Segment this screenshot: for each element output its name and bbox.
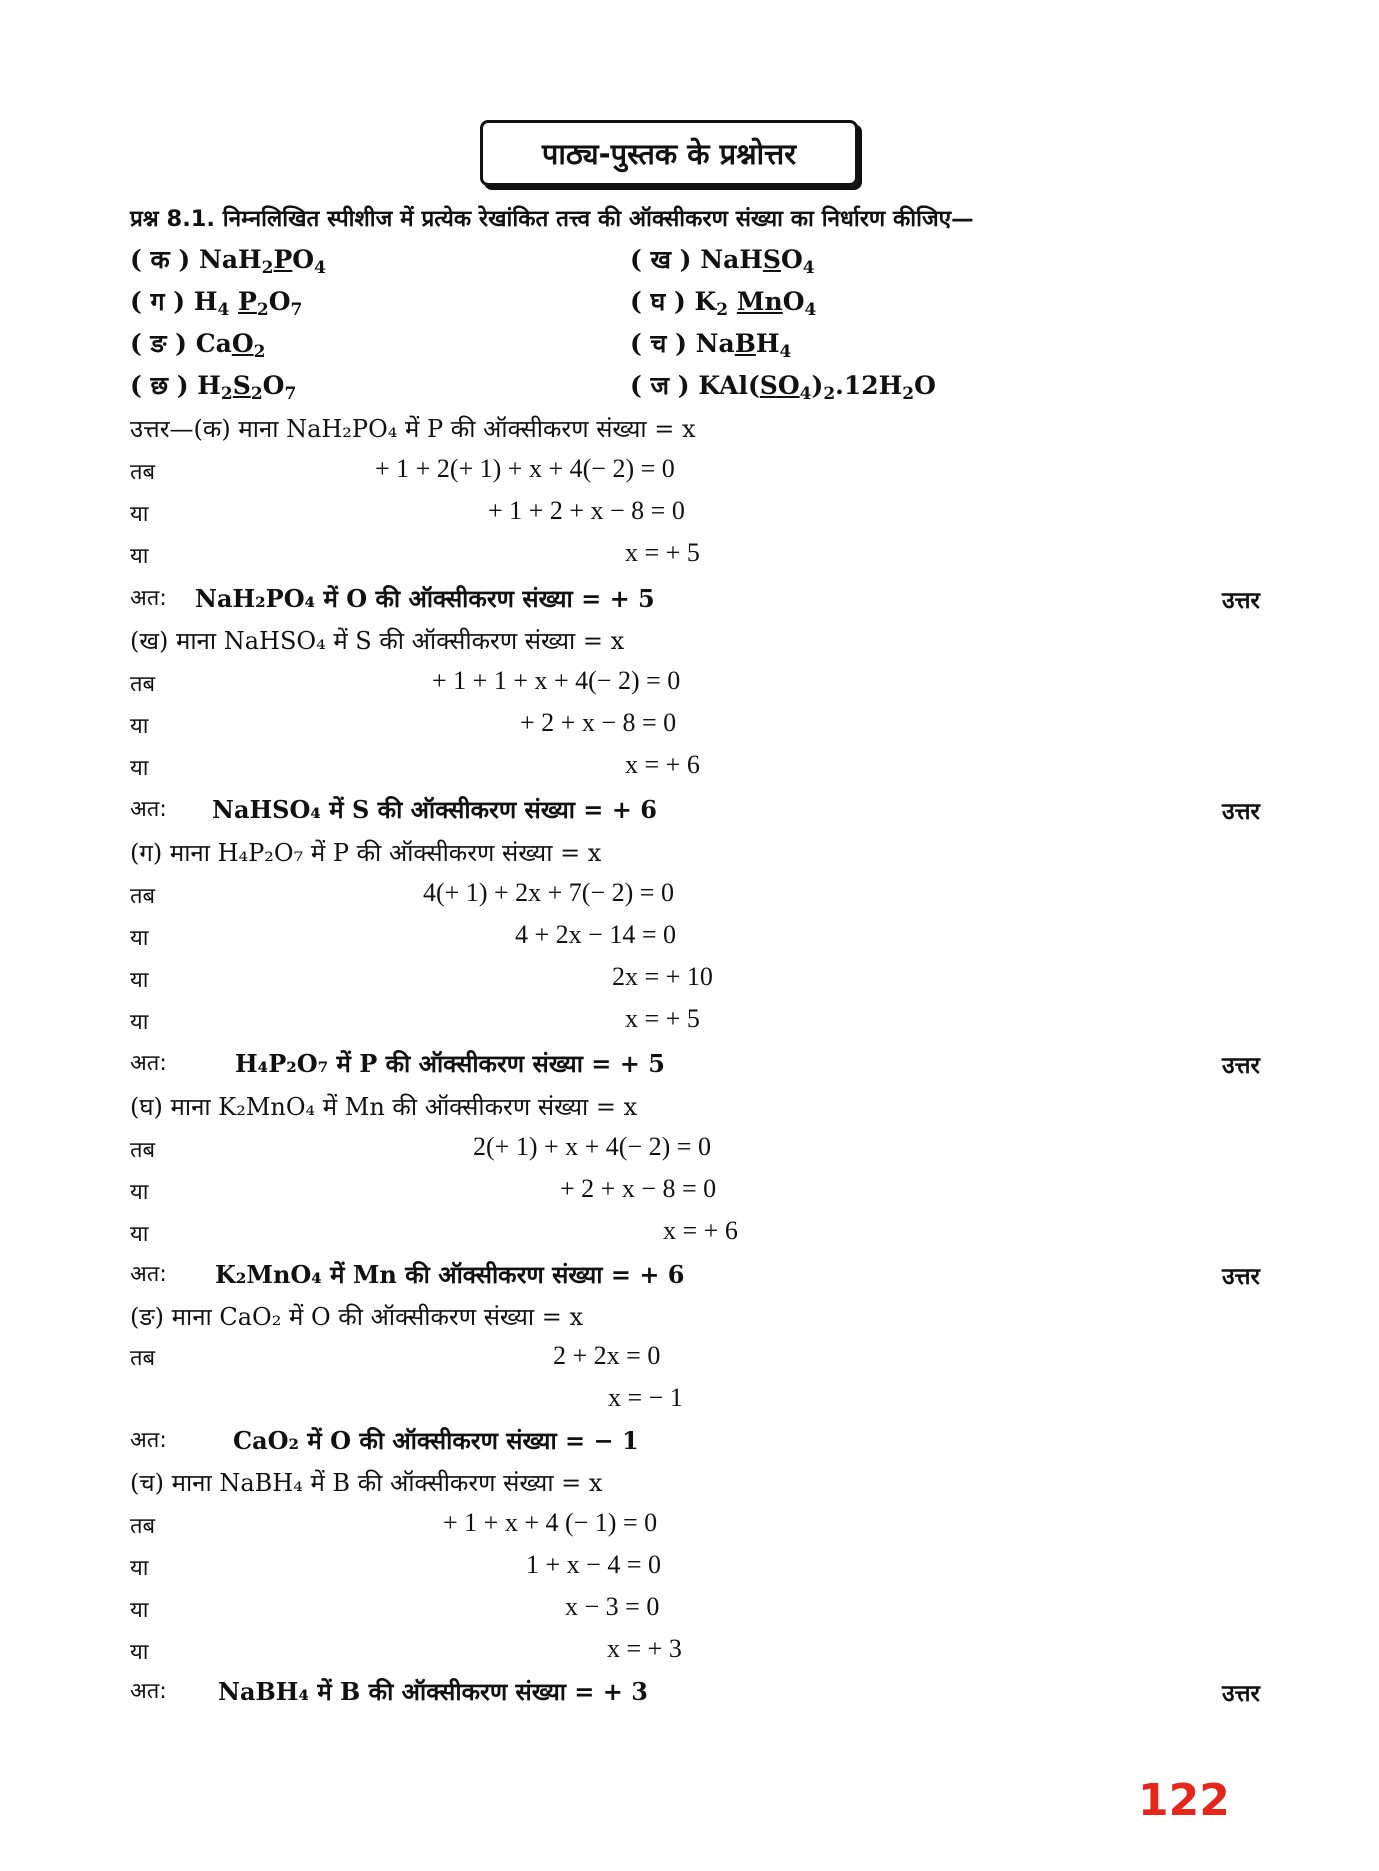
equation: + 1 + 2 + x − 8 = 0: [488, 496, 685, 525]
solution-c-result: H₄P₂O₇ में P की ऑक्सीकरण संख्या = + 5: [235, 1049, 665, 1078]
or-label: या: [130, 1556, 149, 1581]
equation: x − 3 = 0: [565, 1592, 660, 1621]
section-title-box: [480, 120, 858, 186]
or-label: या: [130, 544, 149, 569]
equation: + 1 + 1 + x + 4(− 2) = 0: [432, 666, 681, 695]
option-label: ( च ): [630, 329, 687, 358]
option-ka: ( क ) $NaH_2PO_4$: [130, 245, 326, 279]
option-nga: ( ङ ) CaO$_2$: [130, 329, 266, 363]
option-label: ( घ ): [630, 287, 686, 316]
option-label: ( छ ): [130, 371, 189, 400]
solution-c-intro: (ग) माना H₄P₂O₇ में P की ऑक्सीकरण संख्या = x: [130, 839, 602, 867]
answer-label: उत्तर: [1222, 1681, 1260, 1707]
page-number: 122: [1138, 1775, 1230, 1826]
solution-f-intro: (च) माना NaBH₄ में B की ऑक्सीकरण संख्या = x: [130, 1469, 603, 1497]
solution-d-intro: (घ) माना K₂MnO₄ में Mn की ऑक्सीकरण संख्या = x: [130, 1093, 638, 1121]
solution-a-intro: उत्तर—(क) माना NaH₂PO₄ में P की ऑक्सीकरण संख्या = x: [130, 415, 696, 443]
solution-e-intro: (ङ) माना CaO₂ में O की ऑक्सीकरण संख्या = x: [130, 1303, 583, 1331]
option-kha: ( ख ) NaHSO$_4$: [630, 245, 815, 279]
or-label: या: [130, 714, 149, 739]
equation: 4 + 2x − 14 = 0: [515, 920, 676, 949]
equation: 2 + 2x = 0: [553, 1341, 661, 1370]
or-label: या: [130, 1010, 149, 1035]
solution-e-result: CaO₂ में O की ऑक्सीकरण संख्या = − 1: [233, 1426, 639, 1455]
or-label: या: [130, 756, 149, 781]
then-label: तब: [130, 1138, 156, 1163]
hence-label: अत:: [130, 1051, 167, 1076]
equation: x = + 5: [625, 538, 700, 567]
then-label: तब: [130, 884, 156, 909]
equation: 1 + x − 4 = 0: [526, 1550, 661, 1579]
option-ja: ( ज ) $KAl(SO_4)_2.12H_2O$: [630, 371, 936, 405]
equation: + 1 + x + 4 (− 1) = 0: [443, 1508, 658, 1537]
or-label: या: [130, 1640, 149, 1665]
answer-label: उत्तर: [1222, 1053, 1260, 1079]
hence-label: अत:: [130, 797, 167, 822]
solution-f-result: NaBH₄ में B की ऑक्सीकरण संख्या = + 3: [218, 1677, 648, 1706]
option-label: ( क ): [130, 245, 191, 274]
equation: x = − 1: [608, 1383, 683, 1412]
equation: x = + 6: [663, 1216, 738, 1245]
solution-d-result: K₂MnO₄ में Mn की ऑक्सीकरण संख्या = + 6: [215, 1260, 685, 1289]
equation: x = + 5: [625, 1004, 700, 1033]
equation: 2(+ 1) + x + 4(− 2) = 0: [473, 1132, 711, 1161]
hence-label: अत:: [130, 1679, 167, 1704]
equation: + 1 + 2(+ 1) + x + 4(− 2) = 0: [375, 454, 675, 483]
then-label: तब: [130, 460, 156, 485]
equation: x = + 3: [607, 1634, 682, 1663]
option-label: ( ङ ): [130, 329, 187, 358]
or-label: या: [130, 1180, 149, 1205]
option-cha: ( च ) NaBH$_4$: [630, 329, 792, 363]
or-label: या: [130, 968, 149, 993]
solution-b-intro: (ख) माना NaHSO₄ में S की ऑक्सीकरण संख्या = x: [130, 627, 625, 655]
option-label: ( ख ): [630, 245, 692, 274]
then-label: तब: [130, 1514, 156, 1539]
or-label: या: [130, 502, 149, 527]
hence-label: अत:: [130, 1428, 167, 1453]
option-label: ( ग ): [130, 287, 186, 316]
equation: + 2 + x − 8 = 0: [560, 1174, 717, 1203]
or-label: या: [130, 1222, 149, 1247]
or-label: या: [130, 1598, 149, 1623]
question-text: प्रश्न 8.1. निम्नलिखित स्पीशीज में प्रत्येक रेखांकित तत्त्व की ऑक्सीकरण संख्या का निर्धारण कीजिए—: [130, 206, 974, 232]
option-gha: ( घ ) $K_2$ MnO$_4$: [630, 287, 817, 321]
then-label: तब: [130, 1346, 156, 1371]
equation: x = + 6: [625, 750, 700, 779]
option-chha: ( छ ) $H_2S_2O_7$: [130, 371, 297, 405]
answer-label: उत्तर: [1222, 799, 1260, 825]
solution-b-result: NaHSO₄ में S की ऑक्सीकरण संख्या = + 6: [212, 795, 657, 824]
equation: 4(+ 1) + 2x + 7(− 2) = 0: [423, 878, 674, 907]
equation: + 2 + x − 8 = 0: [520, 708, 677, 737]
hence-label: अत:: [130, 1262, 167, 1287]
equation: 2x = + 10: [612, 962, 713, 991]
solution-a-result: NaH₂PO₄ में O की ऑक्सीकरण संख्या = + 5: [195, 584, 655, 613]
option-ga: ( ग ) $H_4$ $P_2O_7$: [130, 287, 303, 321]
answer-label: उत्तर: [1222, 588, 1260, 614]
option-label: ( ज ): [630, 371, 690, 400]
then-label: तब: [130, 672, 156, 697]
section-title: पाठ्य-पुस्तक के प्रश्नोत्तर: [541, 136, 797, 171]
hence-label: अत:: [130, 586, 167, 611]
answer-label: उत्तर: [1222, 1264, 1260, 1290]
or-label: या: [130, 926, 149, 951]
